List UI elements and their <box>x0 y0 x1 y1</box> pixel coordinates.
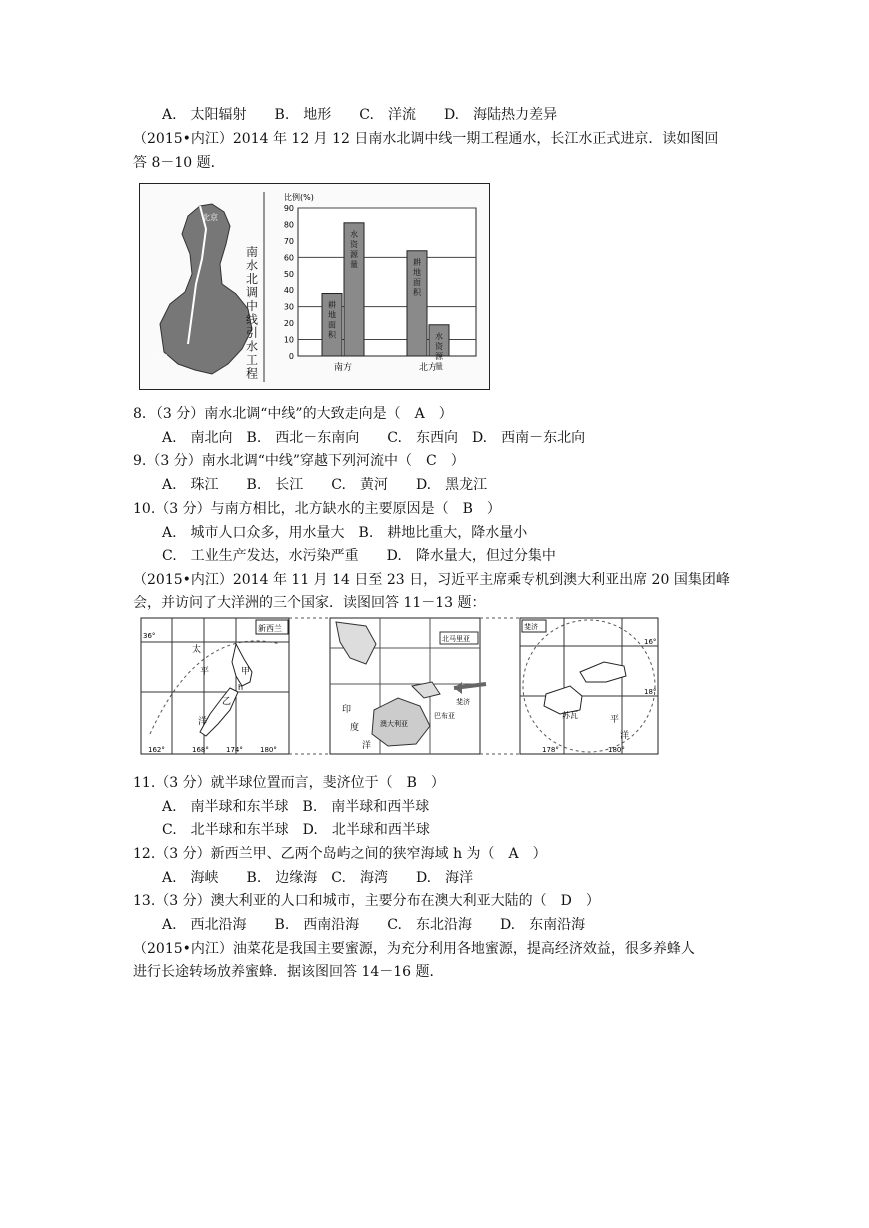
question-8: 8．（3 分）南水北调“中线”的大致走向是（ A ） <box>133 406 453 422</box>
map-title <box>246 244 258 381</box>
map-title-char: 引 <box>246 326 259 340</box>
hankou-label: 汉口 <box>152 353 168 362</box>
nz-yang: 洋 <box>198 717 208 727</box>
diversion-map <box>152 204 258 381</box>
y-tick-label: 70 <box>283 236 294 246</box>
fiji-lon-1: 178° <box>542 746 559 754</box>
map-title-char: 北 <box>246 272 259 286</box>
oc-png: 巴布亚 <box>434 712 455 720</box>
y-axis-title: 比例(%) <box>284 193 314 202</box>
question-13-options: A. 西北沿海 B. 西南沿海 C. 东北沿海 D. 东南沿海 <box>162 917 586 933</box>
bar-label: 量 <box>350 259 358 269</box>
question-11: 11.（3 分）就半球位置而言，斐济位于（ B ） <box>133 775 445 791</box>
bar-label: 水 <box>350 229 358 239</box>
y-tick-label: 20 <box>283 319 294 329</box>
x-tick-label: 北方 <box>418 363 438 373</box>
intro-line-11-13b: 会，并访问了大洋洲的三个国家．读图回答 11－13 题： <box>133 595 486 611</box>
y-tick-label: 40 <box>283 286 294 296</box>
bar-label: 面 <box>413 277 421 287</box>
bar-label: 耕 <box>413 257 421 267</box>
nz-lon-3: 174° <box>226 746 243 754</box>
bar-label: 资 <box>350 239 358 249</box>
map-title-char: 调 <box>246 285 259 300</box>
bar-label: 源 <box>350 249 358 259</box>
question-12: 12.（3 分）新西兰甲、乙两个岛屿之间的狭窄海域 h 为（ A ） <box>133 846 547 862</box>
fiji-lon-2: 180° <box>608 746 625 754</box>
intro-line-11-13a: （2015•内江）2014 年 11 月 14 日至 23 日，习近平主席乘专机到澳大利亚出席 20 国集团峰 <box>133 572 730 588</box>
bar-label: 积 <box>328 330 336 340</box>
bar-label: 水 <box>435 331 443 341</box>
nz-title: 新西兰 <box>258 624 282 633</box>
nz-yi: 乙 <box>222 697 232 707</box>
bar-label: 耕 <box>328 300 336 310</box>
figure1-svg <box>140 184 489 389</box>
nz-lat: 36° <box>143 632 156 640</box>
oc-yin: 印 <box>342 705 352 715</box>
bar-label: 积 <box>413 287 421 297</box>
bar-label: 量 <box>435 361 443 371</box>
x-tick-label: 南方 <box>333 363 353 373</box>
oc-yang: 洋 <box>362 741 372 751</box>
fiji-yang: 洋 <box>620 731 630 741</box>
question-12-options: A. 海峡 B. 边缘海 C. 海湾 D. 海洋 <box>162 870 474 886</box>
fiji-title: 斐济 <box>524 623 538 631</box>
figure-water-diversion <box>139 183 490 390</box>
intro-line-8-10a: （2015•内江）2014 年 12 月 12 日南水北调中线一期工程通水，长江水正式进京．读如图回 <box>133 131 719 147</box>
question-11-options-b: C. 北半球和东半球 D. 北半球和西半球 <box>162 822 430 838</box>
nz-lon-4: 180° <box>260 746 277 754</box>
oceania-map <box>330 618 486 754</box>
map-title-char: 中 <box>246 299 259 313</box>
question-11-options-a: A. 南半球和东半球 B. 南半球和西半球 <box>162 799 430 815</box>
question-8-options: A. 南北向 B. 西北－东南向 C. 东西向 D. 西南－东北向 <box>162 430 586 446</box>
map-title-char: 水 <box>246 339 259 354</box>
fiji-lat-1: 16° <box>644 638 657 646</box>
oc-au: 澳大利亚 <box>380 720 408 728</box>
map-title-char: 程 <box>246 366 259 381</box>
fiji-map <box>520 618 658 754</box>
nz-h: h <box>238 683 244 692</box>
bar-label: 地 <box>328 310 336 320</box>
y-tick-label: 80 <box>283 220 294 230</box>
fiji-suva: 苏瓦 <box>562 711 578 720</box>
question-9: 9.（3 分）南水北调“中线”穿越下列河流中（ C ） <box>133 453 465 469</box>
beijing-label: 北京 <box>202 213 218 222</box>
figure2-svg <box>140 614 660 758</box>
y-tick-label: 60 <box>283 253 294 263</box>
map-title-char: 水 <box>246 258 259 273</box>
intro-line-8-10b: 答 8－10 题． <box>133 155 225 171</box>
question-10-options-a: A. 城市人口众多，用水量大 B. 耕地比重大，降水量小 <box>162 525 528 541</box>
nz-jia: 甲 <box>241 667 251 677</box>
intro-line-14-16a: （2015•内江）油菜花是我国主要蜜源，为充分利用各地蜜源，提高经济效益，很多养蜂人 <box>133 941 695 957</box>
map-title-char: 线 <box>246 312 259 327</box>
intro-line-14-16b: 进行长途转场放养蜜蜂．据该图回答 14－16 题． <box>133 964 444 980</box>
y-tick-label: 50 <box>283 269 294 279</box>
figure-oceania-maps <box>140 614 660 758</box>
oc-nmr: 北马里亚 <box>442 635 470 643</box>
bar-label: 面 <box>328 320 336 330</box>
y-tick-label: 0 <box>288 352 294 361</box>
question-13: 13.（3 分）澳大利亚的人口和城市，主要分布在澳大利亚大陆的（ D ） <box>133 893 600 909</box>
option-line-7: A. 太阳辐射 B. 地形 C. 洋流 D. 海陆热力差异 <box>162 107 558 123</box>
map-title-char: 南 <box>246 245 259 259</box>
fiji-ping: 平 <box>610 715 620 725</box>
oc-du: 度 <box>350 723 360 733</box>
bar-label: 资 <box>435 341 443 351</box>
oc-fiji: 斐济 <box>456 698 470 706</box>
nz-lon-1: 162° <box>148 746 165 754</box>
y-tick-label: 30 <box>283 302 294 312</box>
question-10-options-b: C. 工业生产发达，水污染严重 D. 降水量大，但过分集中 <box>162 548 556 564</box>
nz-ping: 平 <box>200 667 210 677</box>
nz-map <box>141 618 289 754</box>
map-title-char: 工 <box>246 353 259 367</box>
fiji-lat-2: 18° <box>644 688 657 696</box>
y-tick-label: 10 <box>283 335 294 345</box>
question-10: 10.（3 分）与南方相比，北方缺水的主要原因是（ B ） <box>133 501 501 517</box>
bar-label: 地 <box>413 267 421 277</box>
bar-label: 源 <box>435 351 443 361</box>
nz-lon-2: 168° <box>192 746 209 754</box>
y-tick-label: 90 <box>283 204 294 213</box>
bar-chart <box>284 192 476 373</box>
question-9-options: A. 珠江 B. 长江 C. 黄河 D. 黑龙江 <box>162 477 488 493</box>
nz-tai: 太 <box>192 645 202 655</box>
